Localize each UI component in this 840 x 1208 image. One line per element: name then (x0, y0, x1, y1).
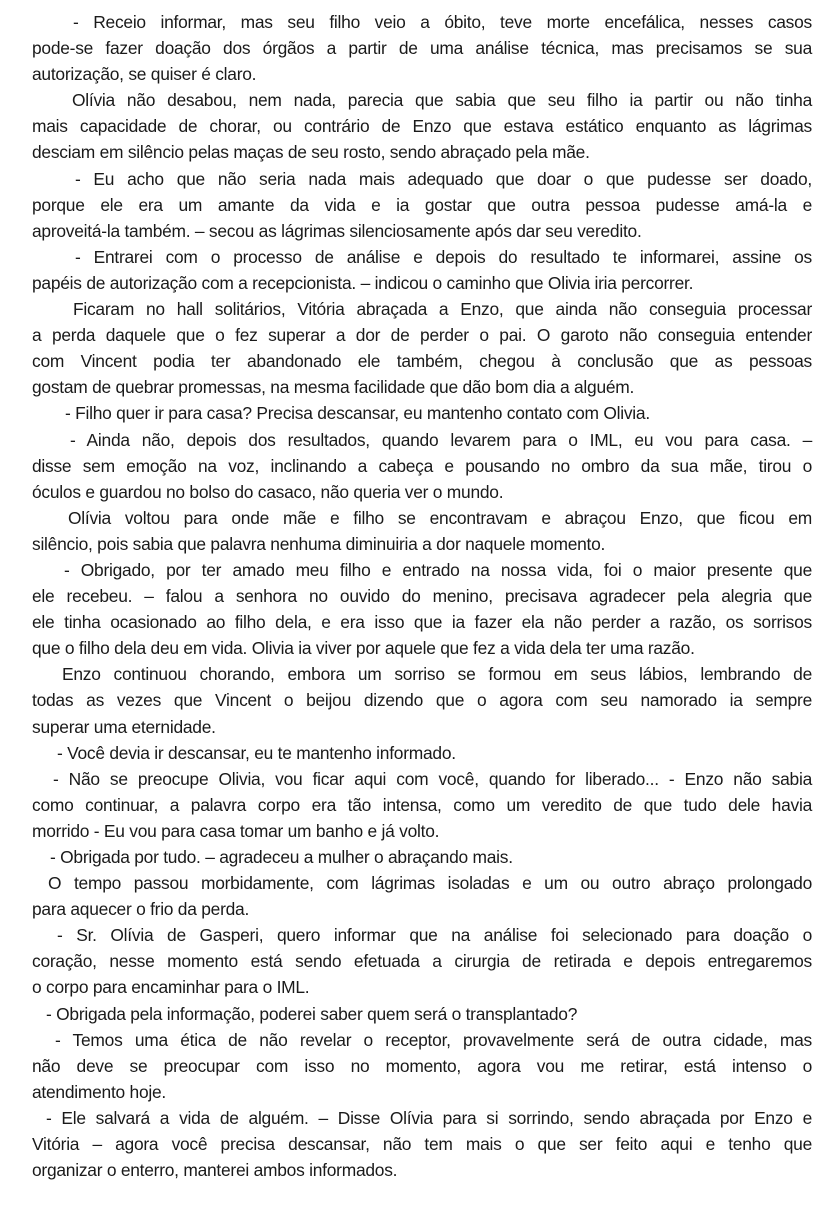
text-line: - Obrigada pela informação, poderei saber quem será o transplantado? (46, 1003, 578, 1024)
paragraph (32, 1105, 812, 1183)
paragraph (32, 870, 812, 922)
paragraph (32, 922, 812, 1000)
text-line: como continuar, a palavra corpo era tão intensa, como um veredito de que tudo dele havia (32, 794, 812, 815)
text-line: que o filho dela deu em vida. Olivia ia viver por aquele que fez a vida dela ter uma razão. (32, 638, 695, 659)
text-line: autorização, se quiser é claro. (32, 64, 257, 85)
text-line: O tempo passou morbidamente, com lágrimas isoladas e um ou outro abraço prolongado (48, 873, 812, 894)
paragraph (32, 661, 812, 739)
text-line: Olívia não desabou, nem nada, parecia que sabia que seu filho ia partir ou não tinha (72, 90, 812, 111)
text-line: óculos e guardou no bolso do casaco, não queria ver o mundo. (32, 481, 504, 502)
paragraph (32, 766, 812, 844)
text-line: - Ele salvará a vida de alguém. – Disse Olívia para si sorrindo, sendo abraçada por Enzo e (46, 1107, 812, 1128)
paragraph (32, 166, 812, 244)
text-line: - Filho quer ir para casa? Precisa descansar, eu mantenho contato com Olivia. (65, 403, 650, 424)
paragraph (32, 400, 812, 426)
text-line: - Sr. Olívia de Gasperi, quero informar que na análise foi selecionado para doação o (57, 925, 812, 946)
text-line: o corpo para encaminhar para o IML. (32, 977, 310, 998)
text-line: - Temos uma ética de não revelar o receptor, provavelmente será de outra cidade, mas (55, 1029, 812, 1050)
text-line: Vitória – agora você precisa descansar, não tem mais o que ser feito aqui e tenho que (32, 1134, 812, 1155)
text-line: a perda daquele que o fez superar a dor de perder o pai. O garoto não conseguia entender (32, 325, 812, 346)
text-line: desciam em silêncio pelas maças de seu rosto, sendo abraçado pela mãe. (32, 142, 590, 163)
text-line: não deve se preocupar com isso no momento, agora vou me retirar, está intenso o (32, 1055, 812, 1076)
text-line: com Vincent podia ter abandonado ele também, chegou à conclusão que as pessoas (32, 351, 812, 372)
text-line: disse sem emoção na voz, inclinando a cabeça e pousando no ombro da sua mãe, tirou o (32, 455, 812, 476)
text-line: superar uma eternidade. (32, 716, 216, 737)
paragraph (32, 505, 812, 557)
text-line: - Não se preocupe Olivia, vou ficar aqui com você, quando for liberado... - Enzo não sabia (53, 768, 812, 789)
paragraph (32, 844, 812, 870)
text-line: - Receio informar, mas seu filho veio a óbito, teve morte encefálica, nesses casos (73, 12, 812, 32)
text-line: ele recebeu. – falou a senhora no ouvido do menino, precisava agradecer pela alegria que (32, 586, 812, 607)
text-line: morrido - Eu vou para casa tomar um banho e já volto. (32, 820, 440, 841)
text-line: silêncio, pois sabia que palavra nenhuma diminuiria a dor naquele momento. (32, 533, 606, 554)
text-line: - Entrarei com o processo de análise e depois do resultado te informarei, assine os (75, 246, 812, 267)
paragraph (32, 87, 812, 165)
paragraph (32, 557, 812, 661)
text-line: para aquecer o frio da perda. (32, 899, 250, 920)
text-line: atendimento hoje. (32, 1081, 167, 1102)
text-line: organizar o enterro, manterei ambos informados. (32, 1160, 398, 1181)
text-line: coração, nesse momento está sendo efetuada a cirurgia de retirada e depois entregaremos (32, 951, 812, 972)
text-line: - Ainda não, depois dos resultados, quando levarem para o IML, eu vou para casa. – (70, 429, 812, 450)
paragraph (32, 740, 812, 766)
paragraph (32, 296, 812, 400)
text-line: papéis de autorização com a recepcionista. – indicou o caminho que Olivia iria percorrer. (32, 272, 694, 293)
text-line: Enzo continuou chorando, embora um sorriso se formou em seus lábios, lembrando de (62, 664, 812, 685)
text-line: aproveitá-la também. – secou as lágrimas silenciosamente após dar seu veredito. (32, 220, 642, 241)
paragraph (32, 244, 812, 296)
paragraph (32, 1027, 812, 1105)
text-line: todas as vezes que Vincent o beijou dizendo que o agora com seu namorado ia sempre (32, 690, 812, 711)
text-line: pode-se fazer doação dos órgãos a partir de uma análise técnica, mas precisamos se sua (32, 38, 812, 59)
text-line: Olívia voltou para onde mãe e filho se encontravam e abraçou Enzo, que ficou em (68, 507, 812, 528)
text-line: porque ele era um amante da vida e ia gostar que outra pessoa pudesse amá-la e (32, 194, 812, 215)
text-line: Ficaram no hall solitários, Vitória abraçada a Enzo, que ainda não conseguia processar (73, 299, 812, 320)
text-line: - Obrigado, por ter amado meu filho e entrado na nossa vida, foi o maior presente que (64, 559, 812, 580)
paragraph (32, 427, 812, 505)
text-line: mais capacidade de chorar, ou contrário de Enzo que estava estático enquanto as lágrimas (32, 116, 812, 137)
text-line: - Eu acho que não seria nada mais adequado que doar o que pudesse ser doado, (75, 168, 812, 189)
text-line: gostam de quebrar promessas, na mesma facilidade que dão bom dia a alguém. (32, 377, 635, 398)
paragraph (32, 9, 812, 87)
paragraph (32, 1001, 812, 1027)
text-line: - Você devia ir descansar, eu te mantenho informado. (57, 742, 456, 763)
text-line: - Obrigada por tudo. – agradeceu a mulher o abraçando mais. (50, 847, 513, 867)
text-line: ele tinha ocasionado ao filho dela, e era isso que ia fazer ela não perder a razão, os sorrisos (32, 612, 812, 633)
